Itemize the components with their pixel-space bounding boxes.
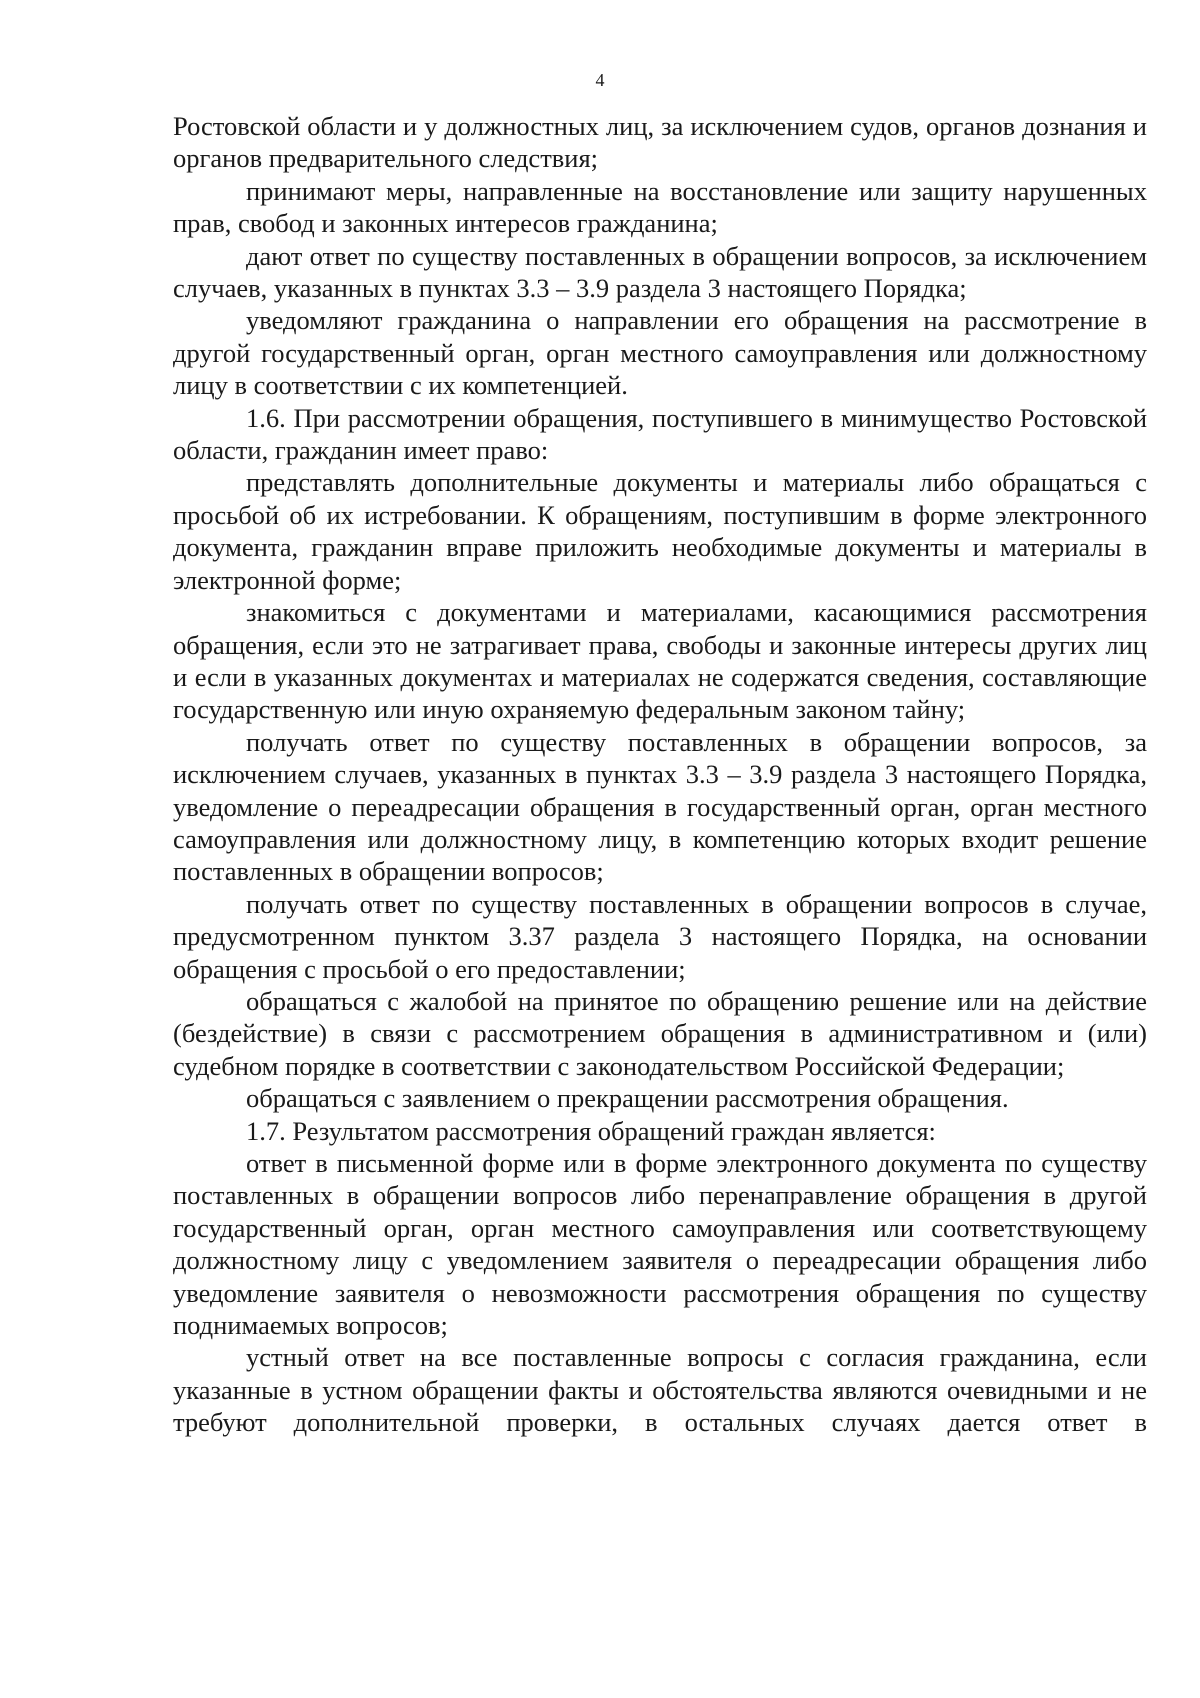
paragraph: ответ в письменной форме или в форме электронного документа по существу поставленных в обращении вопросов либо перенаправление обращения в другой государственный орган, орган местного самоуправления или соответствующему должностному лицу с уведомлением заявителя о переадресации обращения либо уведомление заявителя о невозможности рассмотрения обращения по существу поднимаемых вопросов; [173, 1148, 1147, 1341]
section-paragraph: 1.6. При рассмотрении обращения, поступившего в минимущество Ростовской области, гражданин имеет право: [173, 402, 1147, 466]
document-body [173, 110, 1147, 1439]
paragraph: получать ответ по существу поставленных в обращении вопросов в случае, предусмотренном пунктом 3.37 раздела 3 настоящего Порядка, на основании обращения с просьбой о его предоставлении; [173, 888, 1147, 984]
paragraph: знакомиться с документами и материалами, касающимися рассмотрения обращения, если это не затрагивает права, свободы и законные интересы других лиц и если в указанных документах и материалах не содержатся сведения, составляющие государственную или иную охраняемую федеральным законом тайну; [173, 597, 1147, 725]
paragraph: принимают меры, направленные на восстановление или защиту нарушенных прав, свобод и законных интересов гражданина; [173, 175, 1147, 239]
paragraph: устный ответ на все поставленные вопросы с согласия гражданина, если указанные в устном обращении факты и обстоятельства являются очевидными и не требуют дополнительной проверки, в остальных случаях дается ответ в [173, 1342, 1147, 1438]
section-paragraph: 1.7. Результатом рассмотрения обращений граждан является: [246, 1115, 936, 1146]
paragraph: обращаться с заявлением о прекращении рассмотрения обращения. [246, 1083, 1009, 1114]
page-number: 4 [595, 70, 605, 90]
paragraph: уведомляют гражданина о направлении его обращения на рассмотрение в другой государственный орган, орган местного самоуправления или должностному лицу в соответствии с их компетенцией. [173, 305, 1147, 401]
paragraph: Ростовской области и у должностных лиц, за исключением судов, органов дознания и органов предварительного следствия; [173, 111, 1147, 174]
paragraph: представлять дополнительные документы и материалы либо обращаться с просьбой об их истребовании. К обращениям, поступившим в форме электронного документа, гражданин вправе приложить необходимые документы и материалы в электронной форме; [173, 467, 1147, 595]
paragraph: дают ответ по существу поставленных в обращении вопросов, за исключением случаев, указанных в пунктах 3.3 – 3.9 раздела 3 настоящего Порядка; [173, 240, 1147, 304]
paragraph: получать ответ по существу поставленных в обращении вопросов, за исключением случаев, указанных в пунктах 3.3 – 3.9 раздела 3 настоящего Порядка, уведомление о переадресации обращения в государственный орган, орган местного самоуправления или должностному лицу, в компетенцию которых входит решение поставленных в обращении вопросов; [173, 726, 1147, 887]
paragraph: обращаться с жалобой на принятое по обращению решение или на действие (бездействие) в связи с рассмотрением обращения в административном и (или) судебном порядке в соответствии с законодательством Российской Федерации; [173, 985, 1147, 1081]
